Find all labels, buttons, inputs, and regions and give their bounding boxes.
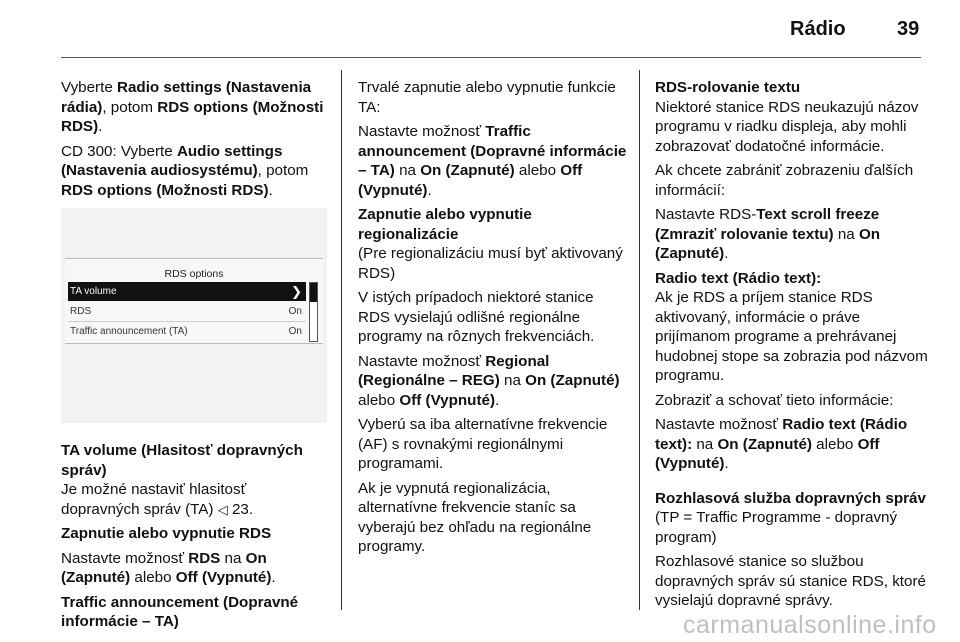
bold-text: Off (Vypnuté) (655, 435, 880, 472)
text-run: . (268, 181, 273, 199)
text-run: . (724, 455, 729, 472)
section-heading: TA volume (Hlasitosť dopravných správ) (61, 442, 303, 479)
text-run: Zobraziť a schovať tieto informácie: (655, 391, 894, 409)
text-run: V istých prípadoch niektoré stanice RDS vysielajú odlišné regionálne programy na rôznych frekvenciách. (358, 289, 595, 345)
bold-text: Regional (Regionálne – REG) (358, 352, 550, 389)
bold-text: Text scroll freeze (Zmraziť rolovanie textu) (655, 206, 880, 243)
bold-text: RDS (188, 549, 221, 567)
bold-text: On (Zapnuté) (420, 162, 515, 179)
page-reference-icon: ◁ (217, 501, 228, 517)
menu-item-label: TA volume (70, 286, 117, 297)
column-divider-1 (341, 70, 342, 610)
paragraph (358, 244, 628, 283)
paragraph (655, 552, 930, 611)
text-run: 23. (227, 500, 254, 518)
section-heading: Radio text (Rádio text): (655, 269, 822, 287)
paragraph (655, 508, 930, 547)
text-run: Trvalé zapnutie alebo vypnutie funkcie TA: (358, 79, 616, 116)
text-run: na (499, 372, 526, 389)
text-run: . (724, 245, 729, 262)
text-run: Niektoré stanice RDS neukazujú názov programu v riadku displeja, aby mohli zobrazovať dodatočné informácie. (655, 98, 919, 155)
paragraph (655, 288, 930, 386)
text-run: na (833, 225, 859, 243)
watermark: carmanualsonline.info (683, 611, 937, 639)
text-run: Nastavte RDS- (655, 206, 757, 223)
paragraph (655, 415, 930, 474)
bold-text: Radio text (Rádio text): (655, 416, 908, 453)
text-run: . (495, 391, 500, 409)
text-run: alebo (130, 569, 176, 586)
paragraph (358, 352, 628, 411)
text-run: . (271, 569, 276, 586)
paragraph (358, 78, 628, 117)
bold-text: Off (Vypnuté) (175, 569, 272, 586)
text-run: , potom (102, 98, 158, 116)
menu-item-label: Traffic announcement (TA) (70, 326, 188, 337)
bold-text: Audio settings (Nastavenia audiosystému) (61, 142, 283, 179)
paragraph (655, 391, 930, 411)
paragraph (358, 288, 628, 347)
column-2 (358, 78, 628, 562)
column-1 (61, 78, 327, 632)
column-3 (655, 78, 930, 616)
paragraph (358, 122, 628, 200)
display-screen (65, 258, 323, 344)
bold-text: Radio settings (Nastavenia rádia) (61, 79, 312, 116)
bold-text: On (Zapnuté) (717, 435, 812, 453)
bold-text: On (Zapnuté) (655, 225, 881, 262)
chevron-right-icon: ❯ (291, 284, 302, 299)
menu-item-value: On (288, 326, 302, 337)
text-run: Nastavte možnosť (655, 416, 783, 433)
bold-text: On (Zapnuté) (525, 372, 620, 389)
text-run: . (427, 181, 432, 199)
text-run: (TP = Traffic Programme - dopravný program) (655, 509, 898, 546)
rds-options-screenshot (61, 208, 327, 423)
section-heading: Traffic announcement (Dopravné informácie – TA) (61, 593, 299, 630)
text-run: . (98, 118, 103, 135)
paragraph (655, 161, 930, 200)
text-run: alebo (514, 162, 561, 179)
paragraph (61, 549, 327, 588)
bold-text: Off (Vypnuté) (399, 391, 496, 409)
section-heading: Zapnutie alebo vypnutie RDS (61, 525, 272, 542)
text-run: na (394, 162, 421, 179)
text-run: Nastavte možnosť (358, 123, 486, 140)
menu-item-rds[interactable] (68, 302, 306, 322)
bold-text: Traffic announcement (Dopravné informácie – TA) (358, 123, 627, 179)
text-run: Vyberte (61, 79, 117, 96)
menu-item-label: RDS (70, 306, 92, 317)
screen-title: RDS options (164, 268, 224, 280)
text-run: , potom (257, 162, 309, 179)
menu-item-traffic-announcement[interactable] (68, 322, 306, 341)
text-run: CD 300: Vyberte (61, 142, 177, 160)
paragraph (61, 480, 327, 519)
section-heading: RDS-rolovanie textu (655, 79, 801, 96)
paragraph (655, 205, 930, 264)
text-run: Nastavte možnosť (61, 549, 189, 567)
text-run: Ak je RDS a príjem stanice RDS aktivovaný, informácie o práve prijímanom programe a prehrávanej hudobnej stope sa zobrazia pod názvom programu. (655, 289, 928, 384)
bold-text: RDS options (Možnosti RDS) (61, 98, 324, 135)
page-title: Rádio (790, 18, 846, 40)
page-header (0, 0, 960, 60)
text-run: Je možné nastaviť hlasitosť dopravných správ (TA) (61, 481, 247, 518)
text-run: Rozhlasové stanice so službou dopravných správ sú stanice RDS, ktoré vysielajú dopravné správy. (655, 553, 926, 609)
paragraph (61, 142, 327, 201)
paragraph (61, 78, 327, 137)
text-run: Nastavte možnosť (358, 352, 486, 370)
bold-text: On (Zapnuté) (61, 549, 267, 586)
text-run: na (220, 549, 246, 567)
paragraph (358, 415, 628, 474)
header-divider (61, 57, 921, 58)
text-run: Ak chcete zabrániť zobrazeniu ďalších informácií: (655, 162, 914, 199)
menu-item-value: On (288, 306, 302, 317)
text-run: alebo (358, 391, 400, 409)
text-run: alebo (811, 435, 858, 453)
text-run: Vyberú sa iba alternatívne frekvencie (AF) s rovnakými regionálnymi programami. (358, 416, 608, 472)
menu-item-ta-volume[interactable] (68, 282, 306, 301)
paragraph (358, 479, 628, 557)
column-divider-2 (639, 70, 640, 610)
scrollbar[interactable] (309, 282, 318, 342)
paragraph (655, 98, 930, 157)
bold-text: Off (Vypnuté) (358, 162, 583, 199)
bold-text: RDS options (Možnosti RDS) (61, 181, 269, 199)
text-run: na (692, 435, 718, 453)
scrollbar-thumb[interactable] (310, 283, 317, 302)
section-heading: Zapnutie alebo vypnutie regionalizácie (358, 206, 532, 243)
text-run: Ak je vypnutá regionalizácia, alternatívne frekvencie staníc sa vyberajú bez ohľadu na regionálne programy. (358, 479, 592, 555)
page-number: 39 (897, 18, 920, 40)
text-run: (Pre regionalizáciu musí byť aktivovaný RDS) (358, 245, 623, 282)
section-heading: Rozhlasová služba dopravných správ (655, 489, 926, 507)
